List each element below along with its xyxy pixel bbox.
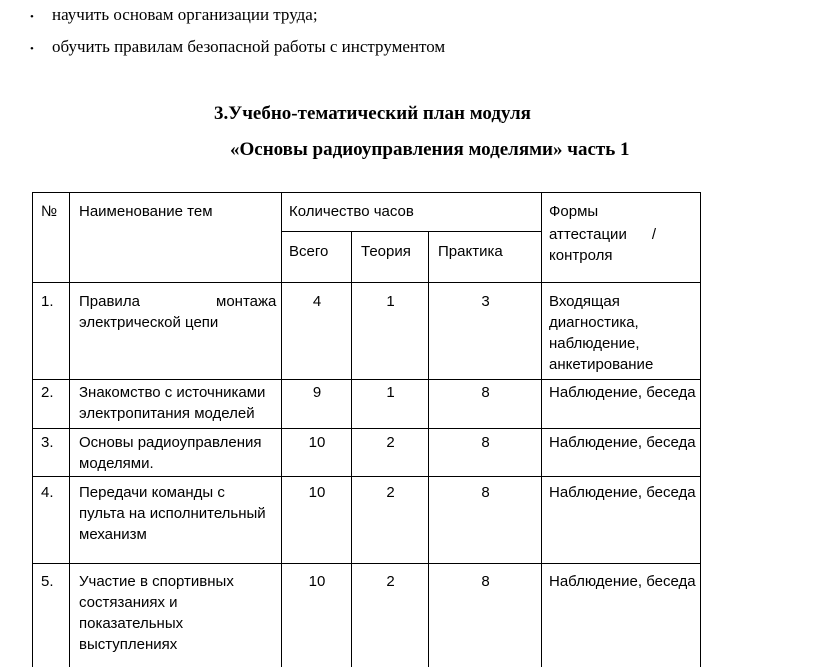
row-form: Наблюдение, беседа [549, 573, 696, 590]
header-forms: аттестации / [549, 226, 656, 243]
row-name: Правила [79, 293, 140, 310]
row-theory: 2 [386, 484, 395, 501]
row-total: 10 [308, 484, 326, 501]
row-num: 4. [41, 484, 54, 501]
row-form: Наблюдение, беседа [549, 384, 696, 401]
row-num: 1. [41, 293, 54, 310]
row-total: 4 [312, 293, 322, 310]
row-total: 10 [308, 434, 326, 451]
header-num: № [41, 203, 58, 220]
row-practice: 3 [481, 293, 490, 310]
row-form: Наблюдение, беседа [549, 434, 696, 451]
header-name: Наименование тем [79, 203, 213, 220]
row-form: анкетирование [549, 356, 654, 373]
row-total: 9 [312, 384, 322, 401]
row-theory: 2 [386, 573, 395, 590]
row-name: пульта на исполнительный [79, 505, 266, 522]
header-theory: Теория [361, 243, 411, 260]
row-num: 5. [41, 573, 54, 590]
header-forms: Формы [549, 203, 599, 220]
row-name: показательных [79, 615, 184, 632]
row-name: Основы радиоуправления [79, 434, 262, 451]
row-theory: 1 [386, 384, 395, 401]
row-name: выступлениях [79, 636, 178, 653]
row-form: диагностика, [549, 314, 639, 331]
row-form: Входящая [549, 293, 620, 310]
row-name: Знакомство с источниками [79, 384, 266, 401]
row-total: 10 [308, 573, 326, 590]
row-name: механизм [79, 526, 147, 543]
section-subtitle: «Основы радиоуправления моделями» часть 1 [230, 139, 630, 160]
row-name: моделями. [79, 455, 154, 472]
header-practice: Практика [438, 243, 503, 260]
bullet-text: научить основам организации труда; [52, 5, 318, 24]
header-hours: Количество часов [289, 203, 414, 220]
row-theory: 1 [386, 293, 395, 310]
bullet-text: обучить правилам безопасной работы с инструментом [52, 37, 446, 56]
header-total: Всего [289, 243, 329, 260]
row-theory: 2 [386, 434, 395, 451]
section-title: 3.Учебно-тематический план модуля [214, 103, 531, 124]
row-practice: 8 [481, 434, 490, 451]
row-num: 2. [41, 384, 54, 401]
row-practice: 8 [481, 484, 490, 501]
row-name: монтажа [216, 293, 277, 310]
row-name: состязаниях и [79, 594, 178, 611]
row-form: наблюдение, [549, 335, 640, 352]
row-name: Передачи команды с [79, 484, 225, 501]
row-name: Участие в спортивных [79, 573, 234, 590]
row-name: электрической цепи [79, 314, 219, 331]
bullet-dot-icon: • [30, 11, 34, 23]
header-forms: контроля [549, 247, 613, 264]
row-practice: 8 [481, 573, 490, 590]
row-form: Наблюдение, беседа [549, 484, 696, 501]
row-practice: 8 [481, 384, 490, 401]
row-num: 3. [41, 434, 54, 451]
bullet-dot-icon: • [30, 43, 34, 55]
row-name: электропитания моделей [79, 405, 255, 422]
